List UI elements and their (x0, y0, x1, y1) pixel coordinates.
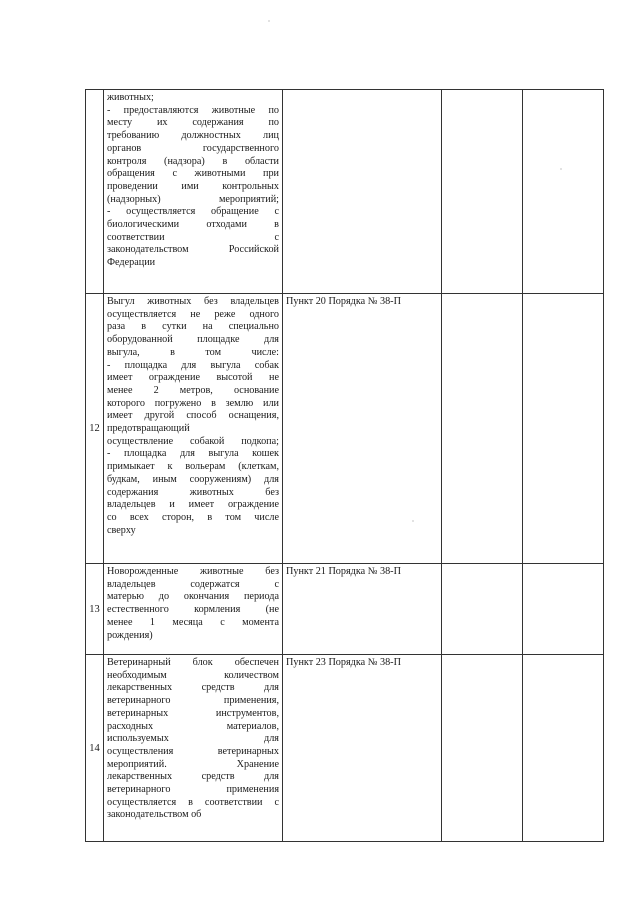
requirement-text (104, 294, 283, 564)
requirement-line: требованию должностных лиц (107, 130, 279, 142)
requirement-line: используемых для (107, 733, 279, 745)
requirement-text (104, 90, 283, 294)
empty-cell (442, 90, 523, 294)
requirement-line: органов государственного (107, 142, 279, 154)
requirement-line: биологическими отходами в (107, 219, 279, 231)
requirement-line: которого погружено в землю или (107, 397, 279, 409)
requirement-line: ветеринарных инструментов, (107, 707, 279, 719)
requirement-line: - осуществляется обращение с (107, 206, 279, 218)
requirement-line: владельцев содержатся с (107, 578, 279, 590)
requirement-line: месту их содержания по (107, 117, 279, 129)
requirement-text (104, 655, 283, 842)
requirement-line: законодательством Российской (107, 244, 279, 256)
row-number: 14 (86, 655, 104, 842)
table-body (86, 90, 604, 842)
requirement-line: матерью до окончания периода (107, 591, 279, 603)
requirement-line: соответствии с (107, 231, 279, 243)
requirement-line: животных; (107, 92, 154, 103)
requirement-line: лекарственных средств для (107, 771, 279, 783)
reference-text: Пункт 23 Порядка № 38-П (283, 655, 442, 842)
requirement-line: владельцев и имеет ограждение (107, 499, 279, 511)
requirement-line: со всех сторон, в том числе (107, 511, 279, 523)
requirement-line: мероприятий. Хранение (107, 758, 279, 770)
scan-speck (268, 20, 270, 22)
requirement-line: осуществляется не реже одного (107, 308, 279, 320)
empty-cell (523, 655, 604, 842)
empty-cell (523, 90, 604, 294)
requirement-line: Федерации (107, 257, 156, 269)
requirement-line: осуществление собакой подкопа; (107, 435, 279, 447)
requirement-text (104, 564, 283, 655)
requirement-line: Новорожденные животные без (107, 566, 279, 577)
requirement-line: проведении ими контрольных (107, 180, 279, 192)
requirement-line: предотвращающий (107, 423, 190, 435)
requirement-line: осуществляется в соответствии с (107, 796, 279, 808)
requirement-line: рождения) (107, 629, 153, 641)
reference-text: Пункт 20 Порядка № 38-П (283, 294, 442, 564)
requirement-line: необходимым количеством (107, 669, 279, 681)
requirement-line: ветеринарного применения, (107, 695, 279, 707)
empty-cell (523, 294, 604, 564)
empty-cell (523, 564, 604, 655)
requirement-line: - площадка для выгула собак (107, 359, 279, 371)
requirement-line: выгула, в том числе: (107, 346, 279, 358)
requirement-line: оборудованной площадке для (107, 334, 279, 346)
requirement-line: имеет другой способ оснащения, (107, 410, 279, 422)
requirements-table (85, 89, 604, 842)
requirement-line: ветеринарного применения (107, 784, 279, 796)
requirement-line: - предоставляются животные по (107, 104, 279, 116)
requirement-line: законодательством об (107, 809, 202, 821)
table-row (86, 564, 604, 655)
requirement-line: сверху (107, 524, 136, 536)
reference-text (283, 90, 442, 294)
requirement-line: будкам, иным сооружениям) для (107, 473, 279, 485)
table-row (86, 90, 604, 294)
requirement-line: обращения с животными при (107, 168, 279, 180)
row-number: 12 (86, 294, 104, 564)
requirement-line: менее 2 метров, основание (107, 384, 279, 396)
empty-cell (442, 294, 523, 564)
requirement-line: Выгул животных без владельцев (107, 296, 279, 307)
requirement-line: содержания животных без (107, 486, 279, 498)
table-row (86, 294, 604, 564)
requirement-line: лекарственных средств для (107, 682, 279, 694)
requirement-line: имеет ограждение высотой не (107, 372, 279, 384)
empty-cell (442, 564, 523, 655)
row-number: 13 (86, 564, 104, 655)
empty-cell (442, 655, 523, 842)
requirement-line: осуществления ветеринарных (107, 745, 279, 757)
requirement-line: расходных материалов, (107, 720, 279, 732)
requirement-line: - площадка для выгула кошек (107, 448, 279, 460)
row-number (86, 90, 104, 294)
requirement-line: менее 1 месяца с момента (107, 616, 279, 628)
reference-text: Пункт 21 Порядка № 38-П (283, 564, 442, 655)
requirement-line: примыкает к вольерам (клеткам, (107, 461, 279, 473)
requirement-line: (надзорных) мероприятий; (107, 193, 279, 205)
table-row (86, 655, 604, 842)
requirement-line: раза в сутки на специально (107, 321, 279, 333)
requirement-line: контроля (надзора) в области (107, 155, 279, 167)
requirement-line: естественного кормления (не (107, 604, 279, 616)
requirement-line: Ветеринарный блок обеспечен (107, 657, 279, 668)
